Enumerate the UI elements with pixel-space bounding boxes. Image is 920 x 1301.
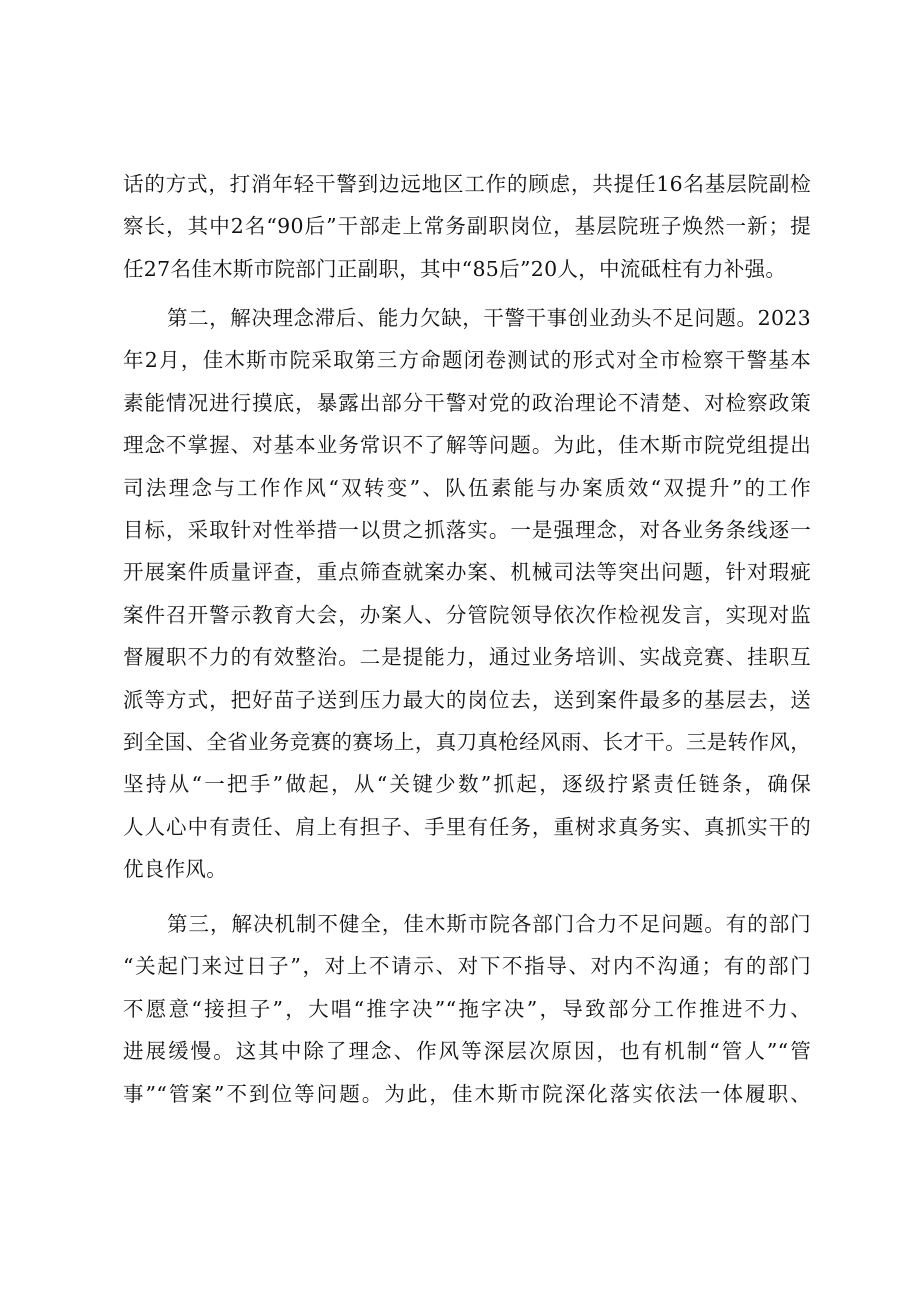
paragraph-line: “关起门来过日子”，对上不请示、对下不指导、对内不沟通；有的部门	[123, 954, 811, 979]
paragraph-line: 目标，采取针对性举措一以贯之抓落实。一是强理念，对各业务条线逐一	[123, 517, 811, 542]
paragraph-line: 司法理念与工作作风“双转变”、队伍素能与办案质效“双提升”的工作	[123, 475, 811, 500]
paragraph-line: 理念不掌握、对基本业务常识不了解等问题。为此，佳木斯市院党组提出	[123, 433, 811, 458]
paragraph-line: 到全国、全省业务竞赛的赛场上，真刀真枪经风雨、长才干。三是转作风，	[123, 729, 811, 754]
paragraph-line: 事”“管案”不到位等问题。为此，佳木斯市院深化落实依法一体履职、	[123, 1081, 811, 1106]
paragraph-line: 话的方式，打消年轻干警到边远地区工作的顾虑，共提任16名基层院副检	[123, 172, 811, 196]
paragraph-line: 人人心中有责任、肩上有担子、手里有任务，重树求真务实、真抓实干的	[123, 814, 811, 839]
paragraph-line: 进展缓慢。这其中除了理念、作风等深层次原因，也有机制“管人”“管	[123, 1039, 811, 1064]
paragraph-line: 素能情况进行摸底，暴露出部分干警对党的政治理论不清楚、对检察政策	[123, 390, 811, 415]
paragraph-line: 督履职不力的有效整治。二是提能力，通过业务培训、实战竞赛、挂职互	[123, 645, 811, 670]
paragraph-3	[123, 903, 811, 1115]
paragraph-line: 优良作风。	[123, 857, 227, 882]
paragraph-line: 察长，其中2名“90后”干部走上常务副职岗位，基层院班子焕然一新；提	[123, 214, 811, 239]
paragraph-2	[123, 297, 811, 890]
paragraph-line: 不愿意“接担子”，大唱“推字决”“拖字决”，导致部分工作推进不力、	[123, 996, 811, 1021]
paragraph-line: 第三，解决机制不健全，佳木斯市院各部门合力不足问题。有的部门	[167, 912, 811, 936]
paragraph-line: 第二，解决理念滞后、能力欠缺，干警干事创业劲头不足问题。2023	[167, 306, 811, 330]
paragraph-line: 案件召开警示教育大会，办案人、分管院领导依次作检视发言，实现对监	[123, 602, 811, 627]
paragraph-line: 派等方式，把好苗子送到压力最大的岗位去，送到案件最多的基层去，送	[123, 687, 811, 712]
paragraph-line: 年2月，佳木斯市院采取第三方命题闭卷测试的形式对全市检察干警基本	[123, 348, 811, 373]
paragraph-line: 任27名佳木斯市院部门正副职，其中“85后”20人，中流砥柱有力补强。	[123, 256, 787, 281]
paragraph-line: 开展案件质量评查，重点筛查就案办案、机械司法等突出问题，针对瑕疵	[123, 560, 811, 585]
paragraph-1	[123, 163, 811, 290]
paragraph-line: 坚持从“一把手”做起，从“关键少数”抓起，逐级拧紧责任链条，确保	[123, 772, 811, 797]
